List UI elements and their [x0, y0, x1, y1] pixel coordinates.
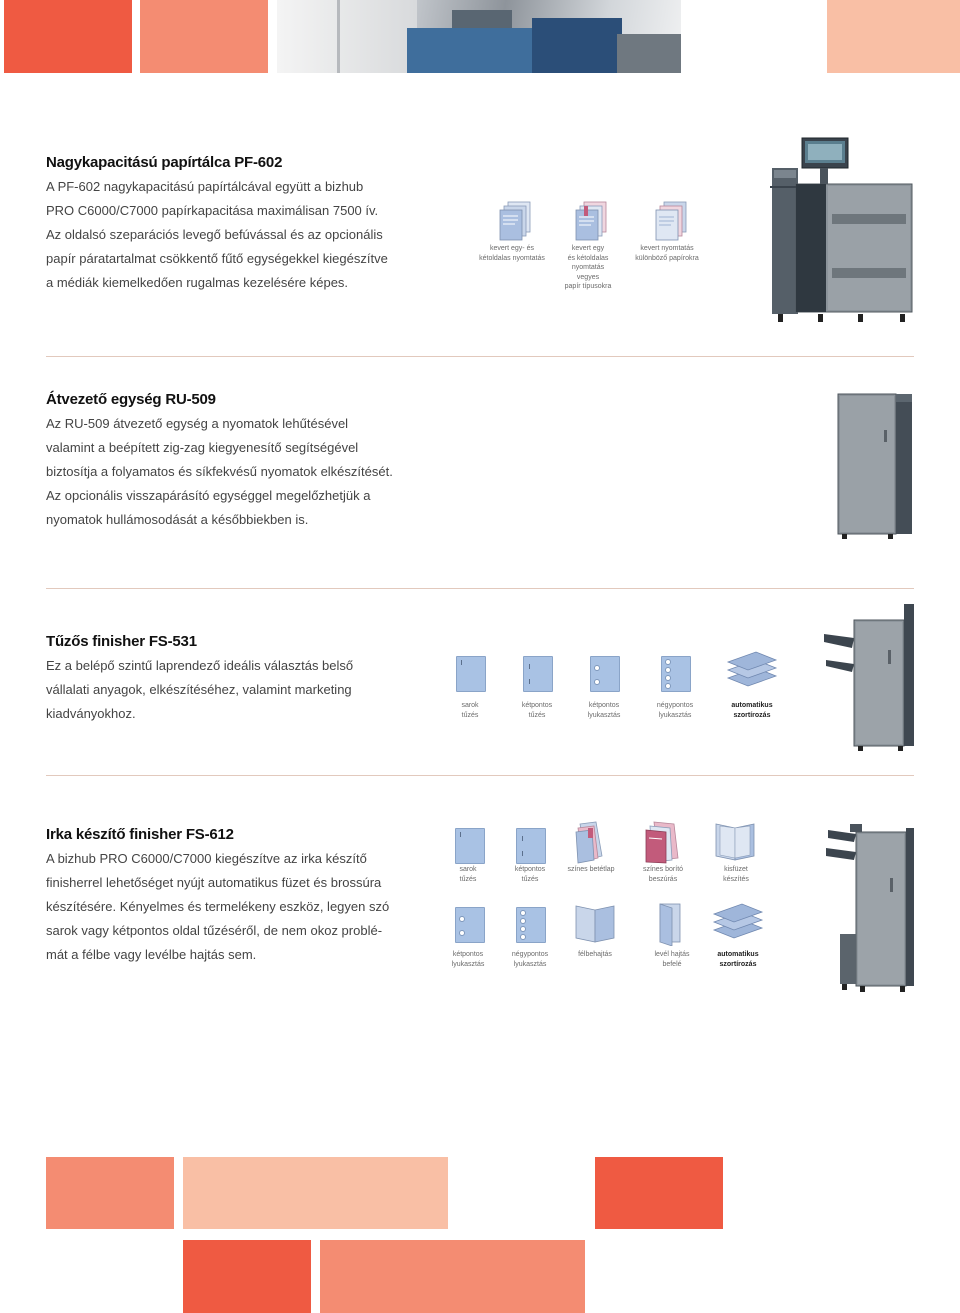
bottom-salmon-block-1: [46, 1157, 174, 1229]
section-text-fs531: Ez a belépő szintű laprendező ideális választás belső vállalati anyagok, elkészítéséhez, valamint marketing kiadványokhoz.: [46, 658, 354, 721]
feature-caption: kevert egy- és kétoldalas nyomtatás: [479, 245, 545, 262]
two-hole-punch-icon: [455, 907, 485, 943]
feature-caption: színes betétlap: [567, 866, 615, 873]
section-text-ru509: Az RU-509 átvezető egység a nyomatok lehűtésével valamint a beépített zig-zag kiegyenesítő segítségével biztosítja a folyamatos és síkfekvésű nyomatok elkészítését. Az opcionális visszapárásító egységgel megelőzhetjük a nyomatok hullámosodását a későbbiekben is.: [46, 416, 393, 527]
colored-cover-icon: [644, 820, 682, 864]
section-divider: [46, 588, 914, 589]
top-red-block: [4, 0, 132, 73]
two-point-staple-icon: [523, 656, 553, 692]
printing-press-photo: [277, 0, 681, 73]
section-title-pf602: Nagykapacitású papírtálca PF-602: [46, 154, 283, 171]
stapler-finisher-illustration: [820, 600, 916, 752]
paper-tray-machine-illustration: [768, 136, 916, 326]
feature-caption: kétpontos lyukasztás: [587, 702, 621, 719]
feature-caption: kevert egy és kétoldalas nyomtatás vegyes papír típusokra: [564, 245, 612, 290]
letter-fold-icon: [656, 902, 686, 946]
bottom-salmon-block-2: [320, 1240, 585, 1313]
corner-staple-icon: [456, 656, 486, 692]
four-hole-punch-icon: [516, 907, 546, 943]
section-text-fs612: A bizhub PRO C6000/C7000 kiegészítve az irka készítő finisherrel lehetőséget nyújt automatikus füzet és brossúra készítésére. Kényelmes és termelékeny eszköz, legyen szó sarok vagy kétpontos oldal tűzéséről, de nem okoz problé- mát a félbe vagy levélbe hajtás sem.: [46, 851, 390, 962]
section-title-fs612: Irka készítő finisher FS-612: [46, 826, 234, 843]
section-divider: [46, 775, 914, 776]
mixed-paper-stack-icon: [652, 200, 688, 242]
section-title-ru509: Átvezető egység RU-509: [46, 391, 216, 408]
section-divider: [46, 356, 914, 357]
feature-caption: sarok tűzés: [459, 866, 477, 883]
two-point-staple-icon: [516, 828, 546, 864]
mixed-media-stack-icon: [572, 200, 608, 242]
booklet-icon: [712, 822, 758, 862]
bottom-red-block-2: [183, 1240, 311, 1313]
section-text-pf602: A PF-602 nagykapacitású papírtálcával együtt a bizhub PRO C6000/C7000 papírkapacitása maximálisan 7500 ív. Az oldalsó szeparációs levegő befúvással és az opcionális papír páratartalmat csökkentő fűtő egységekkel kiegészítve a médiák kiemelkedően rugalmas kezelésére képes.: [46, 179, 388, 290]
auto-sort-stack-icon: [712, 900, 764, 944]
relay-unit-illustration: [834, 390, 916, 540]
two-hole-punch-icon: [590, 656, 620, 692]
corner-staple-icon: [455, 828, 485, 864]
four-hole-punch-icon: [661, 656, 691, 692]
feature-caption: kisfüzet készítés: [723, 866, 749, 883]
auto-sort-stack-icon: [726, 648, 778, 692]
half-fold-icon: [574, 904, 616, 944]
feature-caption: négypontos lyukasztás: [511, 951, 549, 968]
feature-caption: levél hajtás befelé: [654, 951, 690, 968]
colored-insert-icon: [574, 820, 608, 864]
top-salmon-block: [140, 0, 268, 73]
feature-caption: sarok tűzés: [461, 702, 479, 719]
bottom-red-block-1: [595, 1157, 723, 1229]
mixed-duplex-stack-icon: [498, 200, 534, 242]
feature-caption: kétpontos tűzés: [521, 702, 553, 719]
bottom-peach-block: [183, 1157, 448, 1229]
feature-caption: kétpontos lyukasztás: [451, 951, 485, 968]
feature-caption: félbehajtás: [578, 951, 612, 958]
feature-caption: automatikus szortírozás: [717, 951, 759, 968]
feature-caption: automatikus szortírozás: [731, 702, 773, 719]
feature-caption: kevert nyomtatás különböző papírokra: [635, 245, 699, 262]
section-title-fs531: Tűzős finisher FS-531: [46, 633, 197, 650]
feature-caption: kétpontos tűzés: [514, 866, 546, 883]
feature-caption: négypontos lyukasztás: [656, 702, 694, 719]
booklet-finisher-illustration: [820, 818, 916, 994]
top-peach-block: [827, 0, 960, 73]
feature-caption: színes borító beszúrás: [642, 866, 684, 883]
